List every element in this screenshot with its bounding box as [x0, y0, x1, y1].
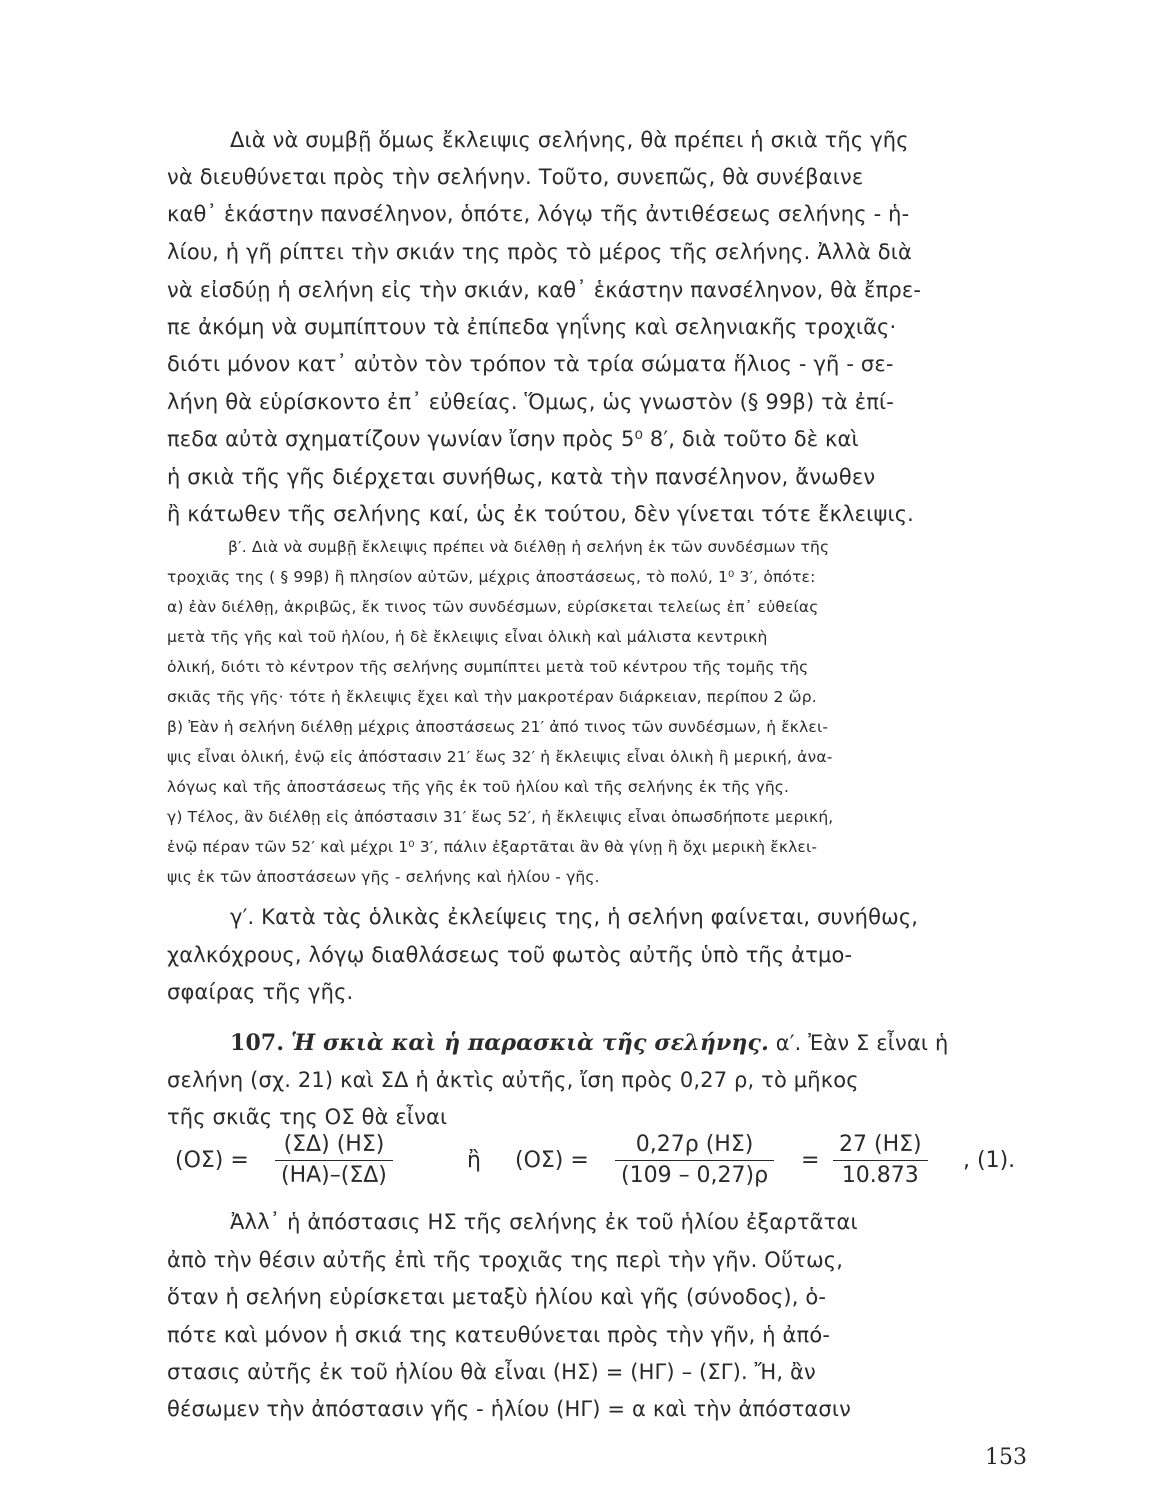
text-line: τροχιᾶς της ( § 99β) ἢ πλησίον αὐτῶν, μέχρις ἀποστάσεως, τὸ πολύ, 1⁰ 3′, ὁπότε: — [167, 568, 816, 586]
text-line: ψις ἐκ τῶν ἀποστάσεων γῆς - σελήνης καὶ ἡλίου - γῆς. — [167, 868, 600, 886]
fraction-denominator: (109 – 0,27)ρ — [621, 1163, 769, 1188]
text-line: ψις εἶναι ὁλική, ἐνῷ εἰς ἀπόστασιν 21′ ἕως 32′ ἡ ἔκλειψις εἶναι ὁλικὴ ἢ μερική, ἀνα- — [167, 748, 833, 766]
text-line: χαλκόχρους, λόγῳ διαθλάσεως τοῦ φωτὸς αὐτῆς ὑπὸ τῆς ἀτμο- — [167, 943, 853, 967]
text-line: καθ᾽ ἑκάστην πανσέληνον, ὁπότε, λόγῳ τῆς ἀντιθέσεως σελήνης - ἡ- — [167, 202, 910, 226]
text-line: β) Ἐὰν ἡ σελήνη διέλθῃ μέχρις ἀποστάσεως 21′ ἀπό τινος τῶν συνδέσμων, ἡ ἔκλει- — [167, 718, 829, 736]
formula-or: ἢ — [467, 1148, 481, 1173]
section-heading — [230, 1030, 948, 1056]
text-line: ἐνῷ πέραν τῶν 52′ καὶ μέχρι 1⁰ 3′, πάλιν ἐξαρτᾶται ἂν θὰ γίνῃ ἢ ὄχι μερικὴ ἔκλει- — [167, 838, 818, 856]
formula-label: , (1). — [963, 1148, 1016, 1173]
formula-equals: = — [801, 1148, 820, 1173]
section-title-rest: α′. Ἐὰν Σ εἶναι ἡ — [775, 1031, 949, 1055]
fraction-denominator: (ΗΑ)–(ΣΔ) — [281, 1163, 387, 1188]
text-line: Διὰ νὰ συμβῇ ὅμως ἔκλειψις σελήνης, θὰ πρέπει ἡ σκιὰ τῆς γῆς — [230, 128, 909, 152]
text-line: διότι μόνον κατ᾽ αὐτὸν τὸν τρόπον τὰ τρία σώματα ἥλιος - γῆ - σε- — [167, 352, 894, 376]
text-line: σκιᾶς τῆς γῆς· τότε ἡ ἔκλειψις ἔχει καὶ τὴν μακροτέραν διάρκειαν, περίπου 2 ὥρ. — [167, 688, 817, 706]
page-number: 153 — [985, 1445, 1027, 1470]
text-line: γ) Τέλος, ἂν διέλθῃ εἰς ἀπόστασιν 31′ ἕως 52′, ἡ ἔκλειψις εἶναι ὁπωσδήποτε μερική, — [167, 808, 834, 826]
text-line: πε ἀκόμη νὰ συμπίπτουν τὰ ἐπίπεδα γηΐνης καὶ σεληνιακῆς τροχιᾶς· — [167, 315, 897, 339]
text-line: α) ἐὰν διέλθῃ, ἀκριβῶς, ἔκ τινος τῶν συνδέσμων, εὑρίσκεται τελείως ἐπ᾽ εὐθείας — [167, 598, 819, 616]
text-line: σελήνη (σχ. 21) καὶ ΣΔ ἡ ἀκτὶς αὐτῆς, ἴση πρὸς 0,27 ρ, τὸ μῆκος — [167, 1068, 859, 1092]
text-line: πεδα αὐτὰ σχηματίζουν γωνίαν ἴσην πρὸς 5⁰ 8′, διὰ τοῦτο δὲ καὶ — [167, 427, 859, 451]
fraction — [275, 1130, 393, 1191]
fraction-denominator: 10.873 — [841, 1163, 919, 1188]
text-line: πότε καὶ μόνον ἡ σκιά της κατευθύνεται πρὸς τὴν γῆν, ἡ ἀπό- — [167, 1323, 831, 1347]
text-line: λήνη θὰ εὑρίσκοντο ἐπ᾽ εὐθείας. Ὅμως, ὡς γνωστὸν (§ 99β) τὰ ἐπί- — [167, 390, 895, 414]
section-number: 107. — [230, 1030, 285, 1056]
fraction — [615, 1130, 774, 1191]
formula-lhs: (ΟΣ) = — [175, 1148, 249, 1173]
text-line: β′. Διὰ νὰ συμβῇ ἔκλειψις πρέπει νὰ διέλθῃ ἡ σελήνη ἐκ τῶν συνδέσμων τῆς — [228, 538, 830, 556]
text-line: ἡ σκιὰ τῆς γῆς διέρχεται συνήθως, κατὰ τὴν πανσέληνον, ἄνωθεν — [167, 465, 876, 489]
formula-1 — [175, 1130, 1055, 1200]
text-line: γ′. Κατὰ τὰς ὁλικὰς ἐκλείψεις της, ἡ σελήνη φαίνεται, συνήθως, — [230, 905, 919, 929]
text-line: λόγως καὶ τῆς ἀποστάσεως τῆς γῆς ἐκ τοῦ ἡλίου καὶ τῆς σελήνης ἐκ τῆς γῆς. — [167, 778, 790, 796]
text-line: στασις αὐτῆς ἐκ τοῦ ἡλίου θὰ εἶναι (ΗΣ) = (ΗΓ) – (ΣΓ). Ἤ, ἂν — [167, 1360, 816, 1384]
text-line: μετὰ τῆς γῆς καὶ τοῦ ἡλίου, ἡ δὲ ἔκλειψις εἶναι ὁλικὴ καὶ μάλιστα κεντρικὴ — [167, 628, 768, 646]
text-line: Ἀλλ᾽ ἡ ἀπόστασις ΗΣ τῆς σελήνης ἐκ τοῦ ἡλίου ἐξαρτᾶται — [230, 1210, 858, 1234]
fraction — [833, 1130, 928, 1191]
text-line: ἢ κάτωθεν τῆς σελήνης καί, ὡς ἐκ τούτου, δὲν γίνεται τότε ἔκλειψις. — [167, 502, 914, 526]
text-line: τῆς σκιᾶς της ΟΣ θὰ εἶναι — [167, 1105, 448, 1129]
text-line: σφαίρας τῆς γῆς. — [167, 980, 354, 1004]
text-line: ὅταν ἡ σελήνη εὑρίσκεται μεταξὺ ἡλίου καὶ γῆς (σύνοδος), ὁ- — [167, 1285, 827, 1309]
fraction-numerator: (ΣΔ) (ΗΣ) — [275, 1130, 393, 1161]
text-line: νὰ διευθύνεται πρὸς τὴν σελήνην. Τοῦτο, συνεπῶς, θὰ συνέβαινε — [167, 165, 864, 189]
text-line: ἀπὸ τὴν θέσιν αὐτῆς ἐπὶ τῆς τροχιᾶς της περὶ τὴν γῆν. Οὕτως, — [167, 1248, 844, 1272]
fraction-numerator: 27 (ΗΣ) — [833, 1130, 928, 1161]
text-line: νὰ εἰσδύῃ ἡ σελήνη εἰς τὴν σκιάν, καθ᾽ ἑκάστην πανσέληνον, θὰ ἔπρε- — [167, 278, 922, 302]
text-line: θέσωμεν τὴν ἀπόστασιν γῆς - ἡλίου (ΗΓ) = α καὶ τὴν ἀπόστασιν — [167, 1397, 852, 1421]
text-line: ὁλική, διότι τὸ κέντρον τῆς σελήνης συμπίπτει μετὰ τοῦ κέντρου τῆς τομῆς τῆς — [167, 658, 809, 676]
text-line: λίου, ἡ γῆ ρίπτει τὴν σκιάν της πρὸς τὸ μέρος τῆς σελήνης. Ἀλλὰ διὰ — [167, 240, 913, 264]
fraction-numerator: 0,27ρ (ΗΣ) — [615, 1130, 774, 1161]
formula-lhs: (ΟΣ) = — [515, 1148, 589, 1173]
section-title: Ἡ σκιὰ καὶ ἡ παρασκιὰ τῆς σελήνης. — [291, 1030, 769, 1056]
